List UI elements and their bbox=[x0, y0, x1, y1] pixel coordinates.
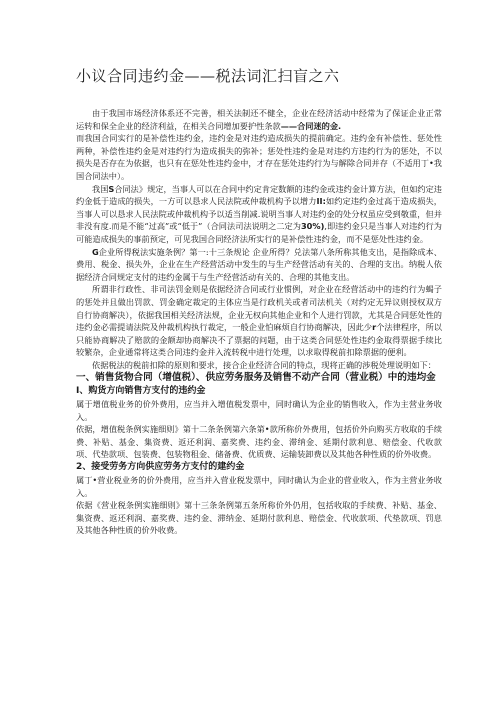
paragraph-penalty bbox=[76, 283, 442, 359]
article-body bbox=[76, 107, 442, 537]
paragraph-contract-law bbox=[76, 183, 442, 246]
bold-run: G bbox=[92, 246, 99, 257]
subsection-heading-1: I、购货方向销售方支付的违约金 bbox=[76, 385, 206, 396]
text-run: ,即违约金只是当事人对违约行为可能造成损失的事前预定，可见我国合同经济法所实行的是补偿性违约金，而不是惩处性违约金。 bbox=[76, 221, 442, 244]
text-run: 我国 bbox=[92, 183, 109, 194]
page-title: 小议合同违约金——税法词汇扫盲之六 bbox=[76, 67, 340, 85]
section-heading-1: 一、销售货物合同（增值税）、供应劳务服务及销售不动产合同（营业税）中的违均金 bbox=[76, 372, 436, 384]
text-run: 合同法》规定，当事人可以在合同中约定肯定数额的违约金或违约金计算方法，但如约定违约金低于造成的损失，一方可以恳求人民法院或仲裁机构予以增力 bbox=[76, 183, 442, 207]
paragraph-vat-basis: 依据，增值税条例实施细则》第十二条条例第六条第•款所称价外费用，包括价外向购买方收取的手续费、补贴、基金、集资费、返还利润、嘉奖费、违约金、滞纳金、延期付款利息、赔偿金、代收款项、代垫款项、包装费、包装物租金、储备费、优质费、运输装卸费以及其他各种性质的价外收费。 bbox=[76, 424, 442, 460]
intro-text: 由于我国市场经济体系还不完善，相关法制还不健全，企业在经济活动中经常为了保证企业正常运转和保全企业的经济利益，在相关合同增加要护性条款 bbox=[76, 108, 442, 131]
bold-run: II: bbox=[316, 196, 326, 207]
text-run: 个法律程序，所以只能协商解决了赔款的金额却协商解决不了票据的问题，由于这类合同惩处性违约金取得票据手续比较繁杂，企业通常将这类合同违约金并入流转税中进行处理，以求取得税前扣除票据的便利。 bbox=[76, 322, 442, 358]
paragraph-vat-fee: 属于增值税业务的价外费用，应当并入增值税发票中，同时确认为企业的销售收入，作为主营业务收入。 bbox=[76, 398, 442, 422]
paragraph-compensatory: 而我国合同实行的是补偿性违约金，违约金是对违约造成损失的提前确定。违约金有补偿性、惩处性两种，补偿性违约金是对违约行为造成损失的弥补；惩处性违约金是对违约方违约行为的惩处，不以损失是否存在为依据，也只有在惩处性违约金中，才存在惩处违约行为与解除合同并存（不适用丁•我国合同法中）。 bbox=[76, 133, 442, 181]
bold-run: 30%) bbox=[300, 221, 325, 232]
paragraph-business-tax-fee: 属丁•营业税业务的价外费用，应当并入营业税发票中，同时确认为企业的营业收入，作为主营业务收入。 bbox=[76, 474, 442, 498]
text-run: 所谓非行政性、非司法罚金则是依据经济合同或行业惯例，对企业在经营活动中的违约行为蝎子的惩处并且做出罚款、罚金确定裁定的主体应当是行政机关或者司法机关（对约定无异议则授权双方自行协商解决），依据我国相关经济法规，企业无权向其他企业和个人进行罚款，尤其是合同惩处性的违约金必需提请法院及仲裁机构执行裁定，一般企业怕麻烦自行协商解决，因此少 bbox=[76, 284, 442, 333]
text-run: 如约定违约金过高于造成损失，当事人可以恳求人民法院或仲裁机构予以适当削减.说明当事人对违约金的处分权虽应受到敬重，但并非没有度.而是不能“过高”或“低于”（合同法司法说明之二定为 bbox=[76, 196, 442, 232]
paragraph-business-tax-basis: 依据《营业税条例实施细则》第十三条条例第五条所称价外仍用，包括收取的手续费、补贴、基金、集资费、返还利润、嘉奖费、违约金、滞纳金、延期付款利息、赔偿金、代收款项、代垫款项、罚息及其他各种性质的价外收费。 bbox=[76, 500, 442, 536]
intro-bold-text: ——合同迷的金. bbox=[280, 120, 342, 131]
text-run: 企业所得税法实施条例？第一:十三条规论 企业所得？兑法第八条所称其他支出，是指除成本、费用、税金、损失外，企业在生产经营活动中发生的与生产经营活动有关的、合理的支出。纳税人依据经济合同规定支付的违约金属于与生产经营活动有关的、合理的其他支出。 bbox=[76, 246, 442, 282]
paragraph-intro bbox=[76, 107, 442, 132]
subsection-heading-2: 2、接受劳务方向供应劳务方支付的建约金 bbox=[76, 461, 245, 472]
bold-run: r bbox=[372, 322, 377, 333]
bold-run: S bbox=[108, 183, 115, 194]
paragraph-handling-intro: 依据税法的税前扣除的原则和要求，接合企业经济合同的特点，现将正确的涉税处理说明如下： bbox=[92, 359, 436, 370]
paragraph-tax-regulation bbox=[76, 246, 442, 284]
